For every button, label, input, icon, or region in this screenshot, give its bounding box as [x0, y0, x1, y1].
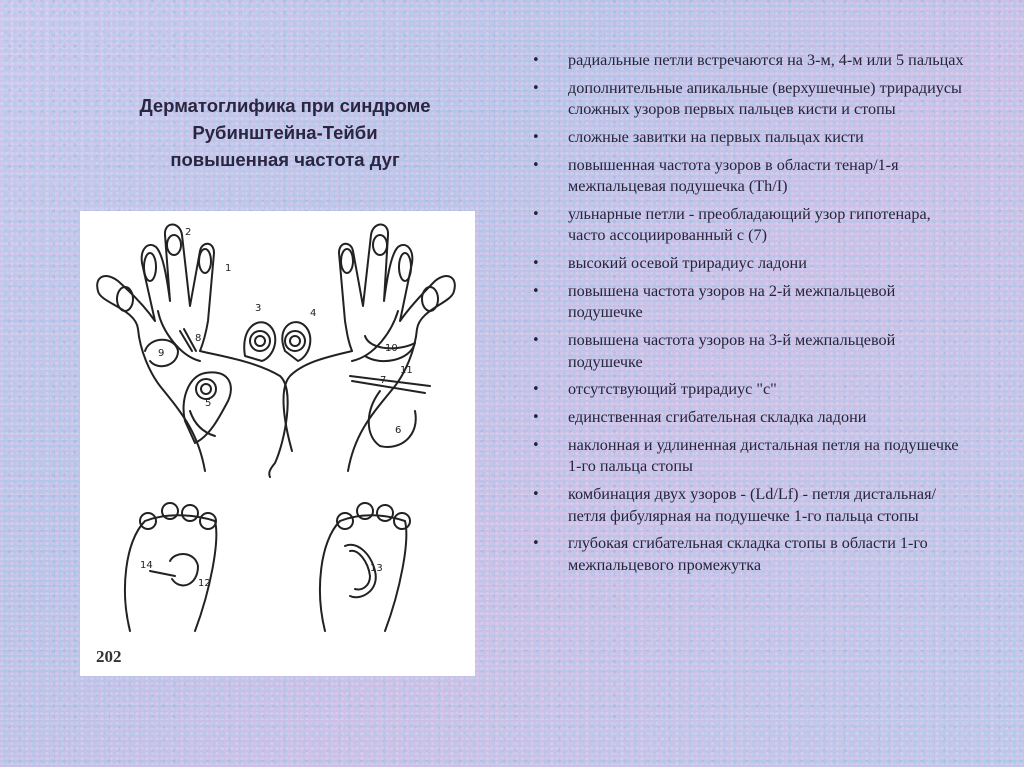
- right-hypothenar-loop-6: [369, 391, 416, 447]
- bullet-dot: •: [532, 157, 540, 173]
- bullet-dot: •: [532, 487, 540, 503]
- figure-label: 14: [140, 560, 153, 571]
- left-pinky-tip: [117, 287, 133, 311]
- bullet-text: радиальные петли встречаются на 3-м, 4-м или 5 пальцах: [568, 51, 964, 69]
- bullet-item: [530, 435, 970, 478]
- bullet-dot: •: [532, 207, 540, 222]
- right-middle-tip: [373, 235, 387, 255]
- bullet-text: отсутствующий трирадиус "с": [568, 380, 777, 399]
- bullet-text: ульнарные петли - преобладающий узор гипотенара, часто ассоциированный с (7): [568, 205, 931, 245]
- bullet-list: [530, 50, 970, 583]
- bullet-item: [530, 379, 970, 400]
- bullet-dot: •: [532, 53, 540, 68]
- bullet-dot: •: [532, 256, 540, 272]
- left-ring-tip: [144, 253, 156, 281]
- bullet-dot: •: [532, 536, 540, 552]
- figure-label: 2: [185, 227, 192, 238]
- bullet-text: наклонная и удлиненная дистальная петля на подушечке 1-го пальца стопы: [568, 436, 959, 476]
- bullet-text: единственная сгибательная складка ладони: [568, 408, 867, 427]
- bullet-dot: •: [532, 333, 540, 349]
- bullet-item: [530, 78, 970, 121]
- bullet-text: дополнительные апикальные (верхушечные) трирадиусы сложных узоров первых пальцев кисти и стопы: [568, 78, 962, 119]
- thumb-whorl-3: [244, 322, 275, 361]
- bullet-text: повышена частота узоров на 3-й межпальцевой подушечке: [568, 331, 896, 371]
- figure-label: 5: [205, 398, 212, 409]
- bullet-text: сложные завитки на первых пальцах кисти: [568, 128, 864, 146]
- right-index-tip: [341, 249, 353, 273]
- bullet-item: [530, 533, 970, 576]
- bullet-text: высокий осевой трирадиус ладони: [568, 254, 807, 273]
- bullet-item: [530, 204, 970, 247]
- bullet-text: повышена частота узоров на 2-й межпальцевой подушечке: [568, 282, 896, 322]
- figure-label: 1: [225, 263, 232, 274]
- title-line-1: Дерматоглифика при синдроме: [139, 95, 431, 116]
- bullet-item: [530, 50, 970, 71]
- bullet-dot: •: [532, 410, 540, 426]
- figure-label: 8: [195, 333, 202, 344]
- bullet-text: повышенная частота узоров в области тенар/1-я межпальцевая подушечка (Th/I): [568, 155, 899, 196]
- bullet-item: [530, 484, 970, 527]
- bullet-item: [530, 127, 970, 148]
- bullet-dot: •: [532, 284, 540, 299]
- bullet-item: [530, 330, 970, 373]
- left-middle-tip: [167, 235, 181, 255]
- bullet-dot: •: [532, 382, 540, 398]
- thumb-whorl-4: [282, 322, 310, 361]
- left-crease-8: [180, 329, 196, 351]
- bullet-item: [530, 155, 970, 198]
- figure-number: 202: [96, 647, 122, 666]
- figure-label: 7: [380, 375, 387, 386]
- bullet-text: глубокая сгибательная складка стопы в области 1-го межпальцевого промежутка: [568, 534, 928, 574]
- right-foot-outline: [320, 503, 410, 631]
- figure-label: 10: [385, 343, 398, 354]
- title-line-3: повышенная частота дуг: [170, 149, 400, 170]
- right-pinky-tip: [422, 287, 438, 311]
- title-line-2: Рубинштейна-Тейби: [192, 122, 378, 143]
- hands-feet-drawing: [80, 211, 475, 676]
- figure-label: 6: [395, 425, 402, 436]
- bullet-item: [530, 281, 970, 324]
- figure-label: 4: [310, 308, 317, 319]
- bullet-dot: •: [532, 130, 540, 145]
- bullet-item: [530, 407, 970, 428]
- right-ring-tip: [399, 253, 411, 281]
- figure-label: 3: [255, 303, 262, 314]
- figure-label: 13: [370, 563, 383, 574]
- bullet-item: [530, 253, 970, 274]
- right-crease-11: [350, 376, 430, 393]
- figure-label: 12: [198, 578, 211, 589]
- bullet-text: комбинация двух узоров - (Ld/Lf) - петля дистальная/петля фибулярная на подушечке 1-го пальца стопы: [568, 485, 937, 525]
- dermatoglyphics-figure: [80, 211, 475, 676]
- bullet-dot: •: [532, 438, 540, 453]
- figure-label: 9: [158, 348, 165, 359]
- slide-title: [95, 92, 475, 173]
- bullet-dot: •: [532, 80, 540, 96]
- left-foot-outline: [125, 503, 216, 631]
- figure-label: 11: [400, 365, 413, 376]
- left-index-tip: [199, 249, 211, 273]
